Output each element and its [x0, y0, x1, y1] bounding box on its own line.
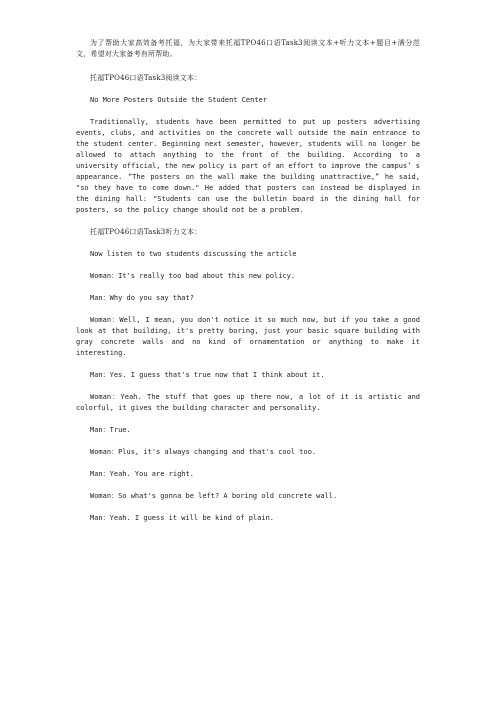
intro-paragraph: 为了帮助大家高效备考托福，为大家带来托福TPO46口语Task3阅读文本+听力文本+题目+满分范文，希望对大家备考有所帮助。: [76, 39, 420, 58]
reading-text-heading: 托福TPO46口语Task3阅读文本：: [90, 74, 202, 82]
article-body: Traditionally, students have been permitted to put up posters advertising events, clubs, and activities on the concrete wall outside the main entrance to the student center. Beginning next semester, however, students will no longer be allowed to attach anything to the front of the building. According to a university official, the new policy is part of an effort to improve the campus’ s appearance. “The posters on the wall make the building unattractive,” he said, "so they have to come down." He added that posters can instead be displayed in the dining hall: "Students can use the bulletin board in the dining hall for posters, so the policy change should not be a problem.: [76, 118, 420, 214]
dialogue-line: Man：Why do you say that?: [90, 294, 194, 302]
dialogue-line: Man：True.: [90, 426, 131, 434]
dialogue-line: Woman：Yeah. The stuff that goes up there now, a lot of it is artistic and colorful, it gives the building character and personality.: [76, 393, 420, 412]
dialogue-line: Woman：It's really too bad about this new policy.: [90, 272, 296, 280]
listening-intro: Now listen to two students discussing the article: [90, 250, 297, 258]
article-title: No More Posters Outside the Student Center: [90, 96, 268, 104]
listening-text-heading: 托福TPO46口语Task3听力文本：: [90, 228, 202, 236]
dialogue-line: Man：Yes. I guess that's true now that I think about it.: [90, 371, 325, 379]
dialogue-line: Woman：Well, I mean, you don't notice it so much now, but if you take a good look at that building, it's pretty boring, just your basic square building with gray concrete walls and no kind of ornamentation or anything to make it interesting.: [76, 316, 420, 357]
dialogue-line: Man：Yeah. You are right.: [90, 470, 194, 478]
dialogue-line: Woman：So what's gonna be left? A boring old concrete wall.: [90, 492, 338, 500]
dialogue-line: Woman：Plus, it's always changing and that's cool too.: [90, 448, 317, 456]
dialogue-line: Man：Yeah. I guess it will be kind of plain.: [90, 514, 275, 522]
